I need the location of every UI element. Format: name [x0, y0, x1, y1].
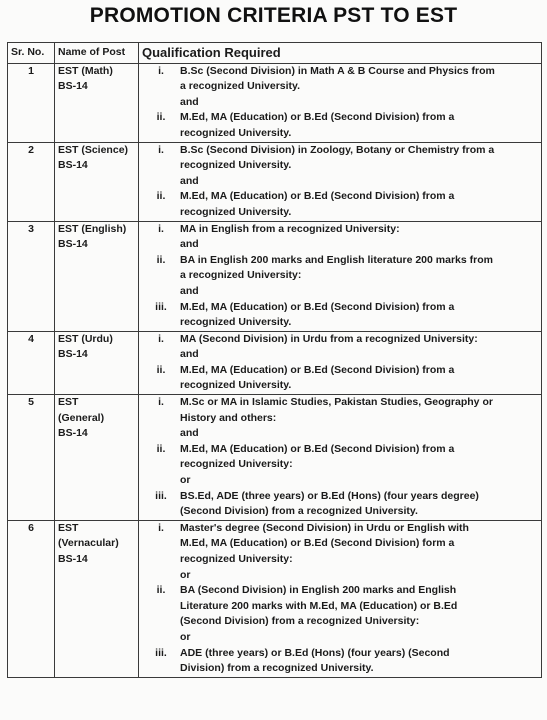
post-name-line: BS-14	[58, 348, 88, 361]
conjunction: and	[180, 284, 199, 297]
qualification-item	[142, 489, 538, 520]
post-name-cell	[55, 395, 139, 521]
post-name-line: EST (Science)	[58, 143, 129, 156]
qualification-item	[142, 110, 538, 141]
roman-numeral: ii.	[156, 442, 166, 455]
qualification-text: ADE (three years) or B.Ed (Hons) (four years) (Second Division) from a recognized University.	[180, 646, 450, 675]
table-row	[8, 395, 542, 521]
qualification-cell	[139, 395, 542, 521]
post-name-line: (General)	[58, 411, 105, 424]
table-row	[8, 221, 542, 331]
table-row	[8, 63, 542, 142]
qualification-text: BS.Ed, ADE (three years) or B.Ed (Hons) (four years degree) (Second Division) from a recognized University.	[180, 489, 479, 518]
header-name-of-post: Name of Post	[55, 43, 139, 64]
qualification-item	[142, 64, 538, 95]
roman-numeral: ii.	[156, 111, 166, 124]
roman-numeral: i.	[158, 332, 164, 345]
qualification-text: M.Ed, MA (Education) or B.Ed (Second Division) from a recognized University.	[180, 190, 455, 218]
sr-no-cell: 5	[8, 395, 55, 521]
qualification-text: MA (Second Division) in Urdu from a recognized University:	[180, 332, 478, 345]
qualification-item	[142, 363, 538, 394]
qualification-cell	[139, 520, 542, 677]
qualification-item	[142, 189, 538, 220]
page-title: PROMOTION CRITERIA PST TO EST	[89, 4, 458, 27]
conjunction: and	[180, 238, 199, 251]
post-name-cell	[55, 63, 139, 142]
roman-numeral: i.	[158, 222, 164, 235]
qualification-item	[142, 646, 538, 677]
qualification-item	[142, 222, 538, 238]
qualification-item	[142, 300, 538, 331]
qualification-cell	[139, 63, 542, 142]
sr-no-cell: 4	[8, 331, 55, 394]
roman-numeral: iii.	[155, 489, 167, 502]
qualification-text: M.Ed, MA (Education) or B.Ed (Second Division) from a recognized University.	[180, 111, 455, 139]
table-row	[8, 331, 542, 394]
post-name-cell	[55, 331, 139, 394]
qualification-item	[142, 143, 538, 174]
post-name-line: BS-14	[58, 427, 88, 440]
conjunction: or	[180, 474, 191, 487]
roman-numeral: iii.	[155, 646, 167, 659]
roman-numeral: iii.	[155, 300, 167, 313]
conjunction: or	[180, 568, 191, 581]
post-name-line: BS-14	[58, 553, 88, 565]
sr-no-cell: 3	[8, 221, 55, 331]
roman-numeral: i.	[158, 64, 164, 77]
post-name-line: EST (English)	[58, 222, 127, 235]
qualification-text: M.Ed, MA (Education) or B.Ed (Second Division) from a recognized University.	[180, 363, 455, 392]
conjunction: and	[180, 348, 199, 361]
roman-numeral: i.	[158, 521, 164, 534]
roman-numeral: ii.	[156, 584, 166, 597]
sr-no-cell: 1	[8, 63, 55, 142]
post-name-line: BS-14	[58, 238, 88, 251]
conjunction: or	[180, 630, 191, 643]
conjunction: and	[180, 95, 199, 108]
qualification-item	[142, 521, 538, 568]
post-name-line: EST	[58, 396, 79, 409]
table-row	[8, 520, 542, 677]
post-name-cell	[55, 221, 139, 331]
qualification-text: B.Sc (Second Division) in Zoology, Botany or Chemistry from a recognized University.	[180, 143, 495, 172]
conjunction: and	[180, 174, 199, 187]
qualification-cell	[139, 142, 542, 221]
conjunction: and	[180, 427, 199, 440]
qualification-text: Master's degree (Second Division) in Urdu or English with M.Ed, MA (Education) or B.Ed (Second Division) form a recognized University:	[180, 521, 469, 565]
table-header-row	[8, 43, 542, 64]
post-name-line: BS-14	[58, 159, 88, 172]
post-name-line: EST (Math)	[58, 64, 113, 77]
post-name-line: EST (Urdu)	[58, 332, 113, 345]
qualification-cell	[139, 221, 542, 331]
sr-no-cell: 6	[8, 520, 55, 677]
qualification-item	[142, 332, 538, 348]
table-row	[8, 142, 542, 221]
criteria-body	[8, 63, 542, 677]
qualification-text: BA in English 200 marks and English literature 200 marks from a recognized University:	[180, 253, 493, 282]
roman-numeral: ii.	[156, 190, 166, 203]
qualification-text: MA in English from a recognized University:	[180, 222, 400, 235]
qualification-item	[142, 253, 538, 284]
roman-numeral: i.	[158, 143, 164, 156]
post-name-cell	[55, 142, 139, 221]
qualification-cell	[139, 331, 542, 394]
qualification-item	[142, 395, 538, 426]
qualification-item	[142, 442, 538, 473]
roman-numeral: ii.	[156, 363, 166, 376]
header-sr-no: Sr. No.	[8, 43, 55, 64]
qualification-item	[142, 583, 538, 630]
qualification-text: M.Sc or MA in Islamic Studies, Pakistan Studies, Geography or History and others:	[180, 396, 493, 424]
header-qualification: Qualification Required	[139, 43, 542, 64]
roman-numeral: i.	[158, 396, 164, 409]
roman-numeral: ii.	[156, 253, 166, 266]
qualification-text: B.Sc (Second Division) in Math A & B Course and Physics from a recognized University.	[180, 64, 495, 93]
qualification-text: BA (Second Division) in English 200 marks and English Literature 200 marks with M.Ed, MA (Education) or B.Ed (Second Division) from a recognized University:	[180, 584, 458, 628]
post-name-line: EST	[58, 521, 79, 534]
qualification-text: M.Ed, MA (Education) or B.Ed (Second Division) from a recognized University:	[180, 442, 455, 471]
criteria-table	[7, 42, 542, 678]
post-name-line: BS-14	[58, 80, 88, 93]
qualification-text: M.Ed, MA (Education) or B.Ed (Second Division) from a recognized University.	[180, 300, 455, 329]
sr-no-cell: 2	[8, 142, 55, 221]
post-name-line: (Vernacular)	[58, 537, 119, 550]
post-name-cell	[55, 520, 139, 677]
